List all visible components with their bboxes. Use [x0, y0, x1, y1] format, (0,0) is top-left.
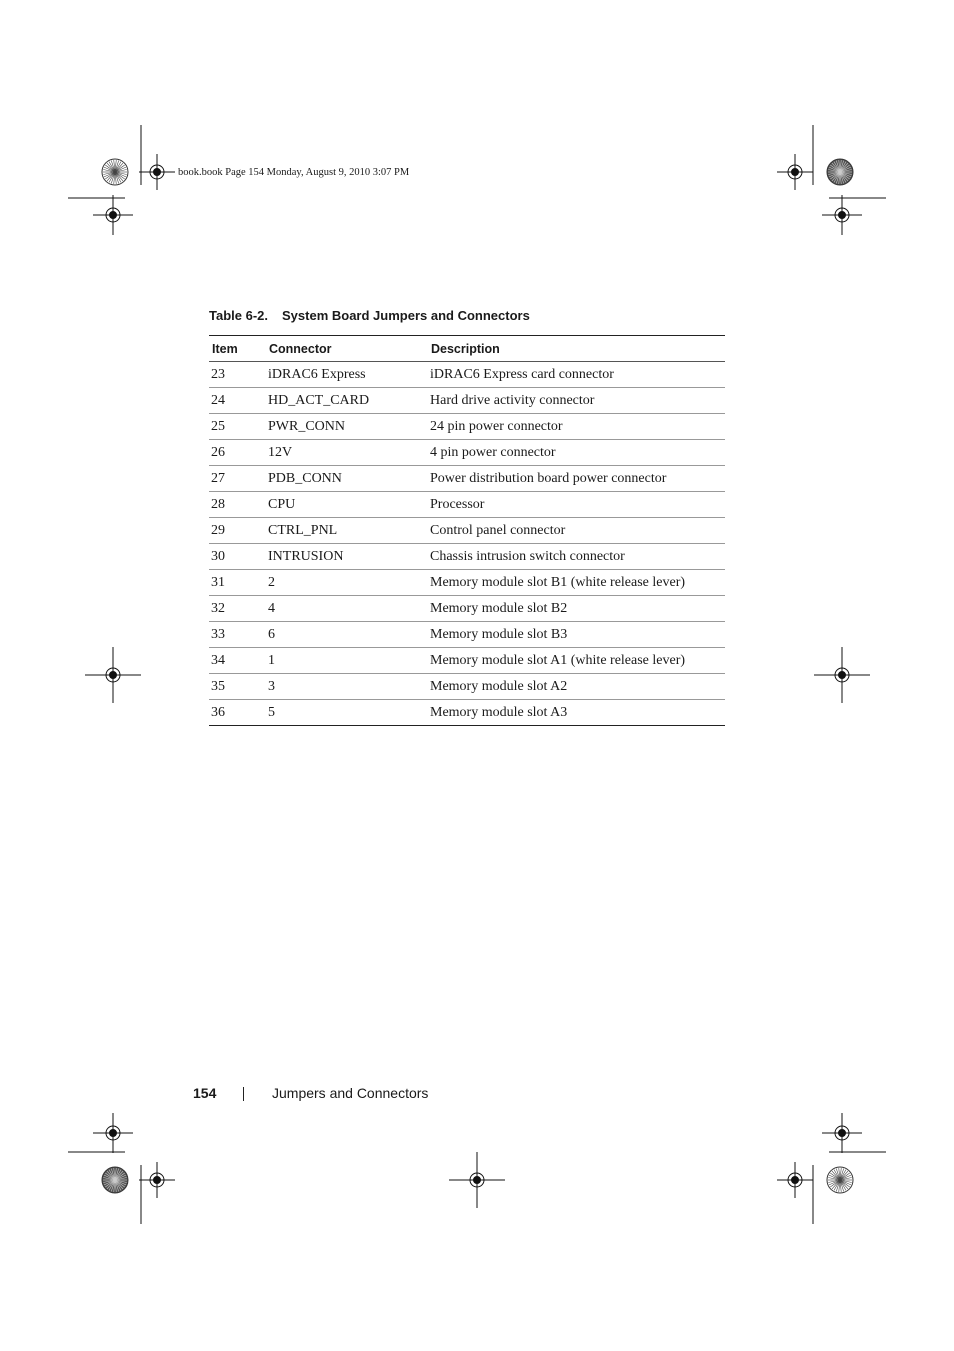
table-row	[209, 492, 725, 518]
cell-connector: iDRAC6 Express	[266, 362, 428, 388]
color-wheel-icon	[102, 1167, 128, 1193]
table-label: Table 6-2.	[209, 308, 269, 323]
cell-connector: 5	[268, 704, 275, 720]
table-row	[209, 466, 725, 492]
table-header-row	[209, 336, 725, 362]
cell-item: 31	[209, 570, 266, 596]
table-row	[209, 648, 725, 674]
cell-connector: 4	[266, 596, 428, 622]
registration-target-icon	[449, 1152, 505, 1208]
cell-item: 25	[209, 414, 266, 440]
cell-description: Memory module slot A1 (white release lever)	[428, 648, 725, 674]
table-row	[209, 440, 725, 466]
section-title: Jumpers and Connectors	[272, 1085, 429, 1101]
cell-description: 24 pin power connector	[428, 414, 725, 440]
cell-description: Memory module slot B2	[428, 596, 725, 622]
color-wheel-icon	[102, 159, 128, 185]
table-row	[209, 700, 725, 726]
table-row	[209, 518, 725, 544]
cell-connector: PDB_CONN	[266, 466, 428, 492]
cell-connector: CPU	[266, 492, 428, 518]
cell-description: Control panel connector	[428, 518, 725, 544]
cell-connector: 12V	[266, 440, 428, 466]
table-row	[209, 596, 725, 622]
color-wheel-icon	[827, 1167, 853, 1193]
cell-description: iDRAC6 Express card connector	[428, 362, 725, 388]
table-row	[209, 362, 725, 388]
cell-description: Memory module slot A3	[430, 704, 568, 720]
jumpers-connectors-table	[209, 335, 725, 726]
table-title: System Board Jumpers and Connectors	[282, 308, 530, 323]
cell-connector: INTRUSION	[266, 544, 428, 570]
cell-connector: 6	[266, 622, 428, 648]
cell-description: Hard drive activity connector	[428, 388, 725, 414]
header-item: Item	[209, 336, 266, 362]
cell-connector: 1	[266, 648, 428, 674]
cell-item: 32	[209, 596, 266, 622]
registration-target-icon	[814, 647, 870, 703]
print-slug-line: book.book Page 154 Monday, August 9, 2010 3:07 PM	[178, 167, 410, 178]
registration-target-icon	[777, 154, 813, 190]
cell-connector: PWR_CONN	[266, 414, 428, 440]
color-wheel-icon	[827, 159, 853, 185]
table-row	[209, 570, 725, 596]
registration-target-icon	[822, 1113, 862, 1153]
cell-description: Processor	[428, 492, 725, 518]
cell-connector: 3	[266, 674, 428, 700]
cell-item: 35	[209, 674, 266, 700]
cell-item: 34	[209, 648, 266, 674]
cell-item: 27	[209, 466, 266, 492]
table-row	[209, 544, 725, 570]
cell-item: 23	[209, 362, 266, 388]
cell-item: 24	[209, 388, 266, 414]
cell-description: Memory module slot B3	[428, 622, 725, 648]
page-number: 154	[193, 1085, 217, 1101]
table-row	[209, 414, 725, 440]
registration-target-icon	[822, 195, 862, 235]
registration-target-icon	[139, 154, 175, 190]
cell-connector: HD_ACT_CARD	[266, 388, 428, 414]
registration-target-icon	[85, 647, 141, 703]
cell-connector: 2	[266, 570, 428, 596]
table-row	[209, 388, 725, 414]
cell-item: 36	[211, 704, 225, 720]
cell-item: 26	[209, 440, 266, 466]
registration-target-icon	[93, 195, 133, 235]
header-description: Description	[428, 336, 725, 362]
cell-item: 30	[209, 544, 266, 570]
cell-description: Memory module slot B1 (white release lever)	[428, 570, 725, 596]
cell-description: Chassis intrusion switch connector	[428, 544, 725, 570]
cell-connector: CTRL_PNL	[266, 518, 428, 544]
table-row	[209, 674, 725, 700]
table-row	[209, 622, 725, 648]
registration-target-icon	[777, 1162, 813, 1198]
footer-divider	[243, 1087, 244, 1101]
header-connector: Connector	[266, 336, 428, 362]
cell-description: Memory module slot A2	[428, 674, 725, 700]
registration-target-icon	[93, 1113, 133, 1153]
registration-target-icon	[139, 1162, 175, 1198]
table-caption	[209, 308, 530, 323]
cell-item: 33	[209, 622, 266, 648]
cell-description: Power distribution board power connector	[428, 466, 725, 492]
cell-description: 4 pin power connector	[428, 440, 725, 466]
cell-item: 28	[209, 492, 266, 518]
cell-item: 29	[209, 518, 266, 544]
